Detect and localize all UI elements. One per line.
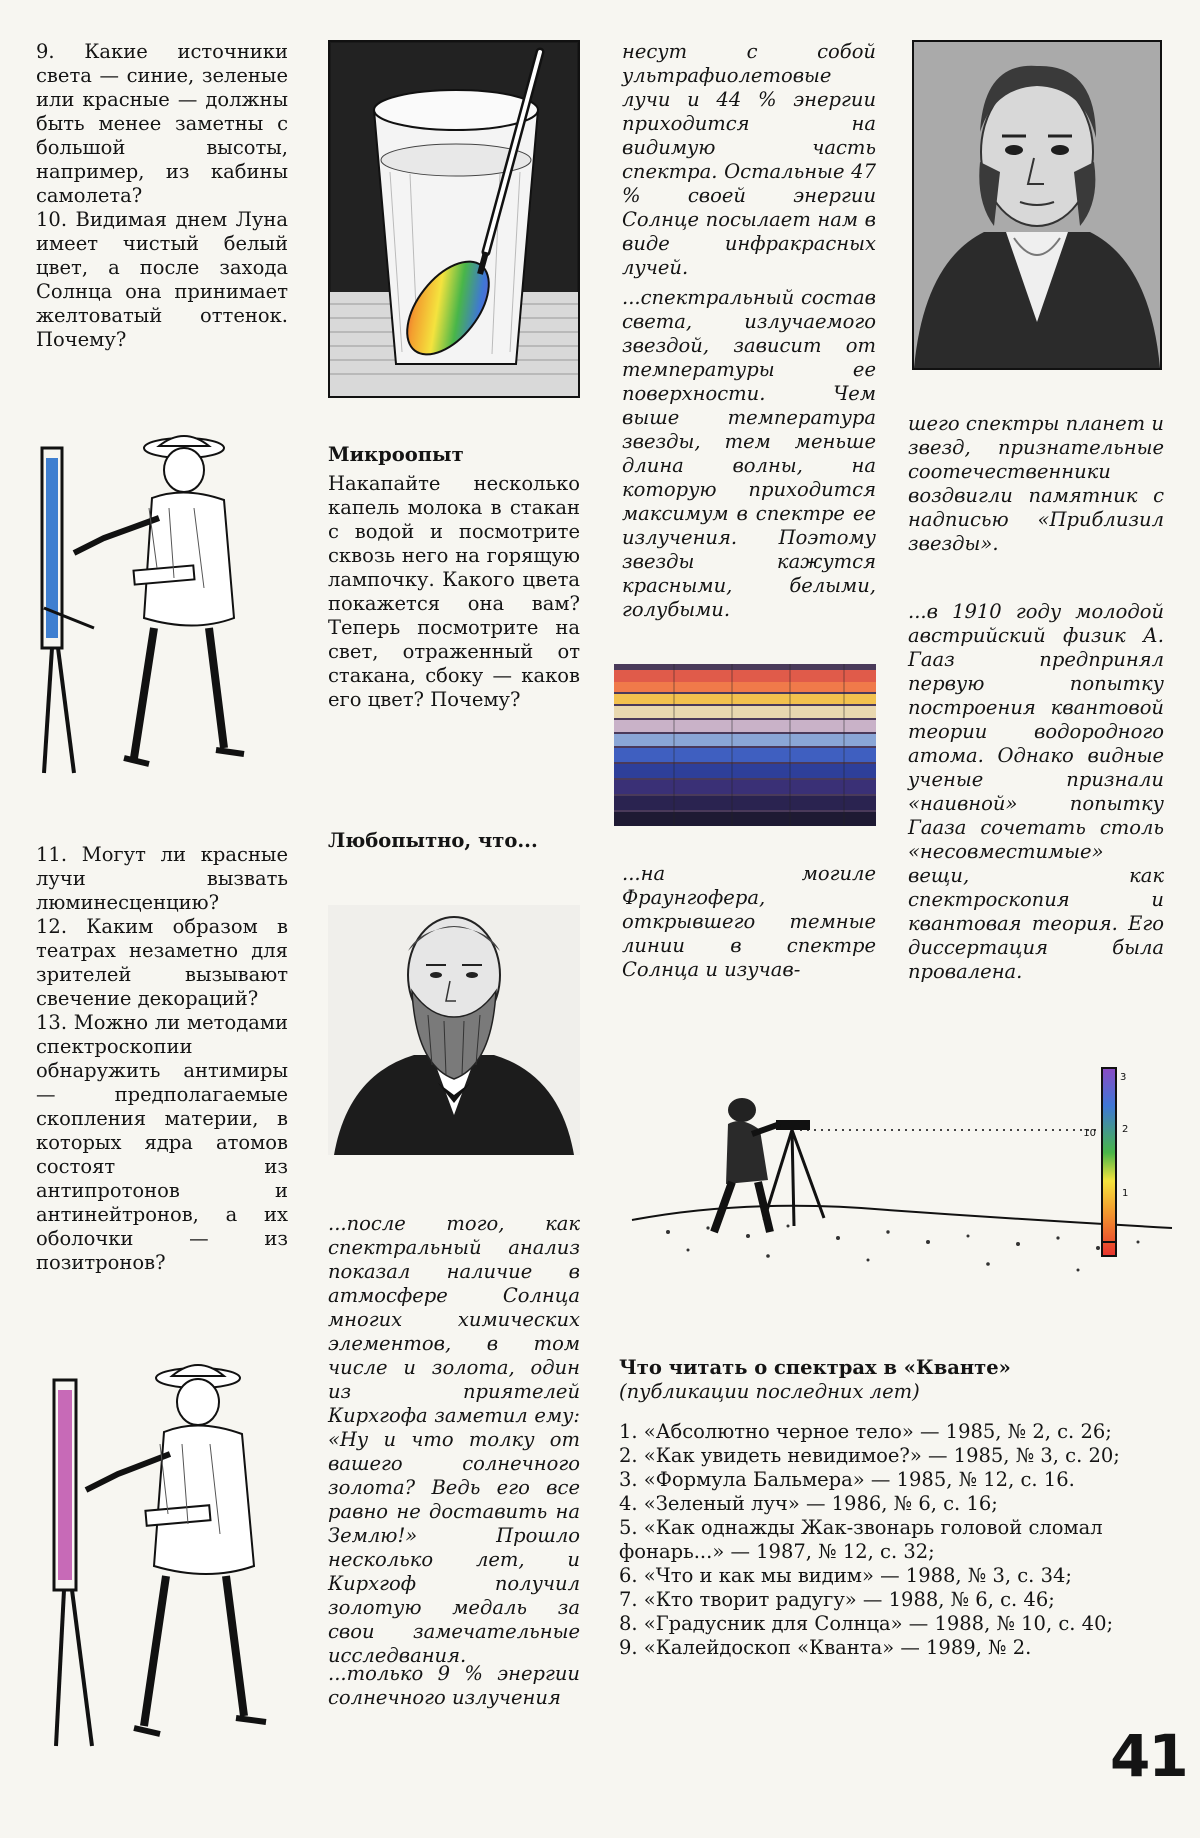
energy-cont-text: несут с собой ультрафиолетовые лучи и 44 % энергии приходится на видимую часть спектра. Остальные 47 % своей энергии Солнце посылает нам в виде инфракрасных лучей.	[622, 40, 876, 279]
painter-illustration-pink	[48, 1356, 288, 1756]
star-spectrum-fact	[622, 286, 876, 622]
fraunhofer-start	[622, 862, 876, 982]
energy-start-text: ...только 9 % энергии солнечного излучения	[328, 1662, 580, 1709]
fraunhofer-portrait	[912, 40, 1162, 370]
reading-item: 2. «Как увидеть невидимое?» — 1985, № 3, с. 20;	[619, 1444, 1120, 1467]
reading-list-title: Что читать о спектрах в «Кванте»	[619, 1356, 1011, 1379]
questions-11-13	[36, 843, 288, 1275]
reading-item: 9. «Калейдоскоп «Кванта» — 1989, № 2.	[619, 1636, 1032, 1659]
painter-illustration-blue	[34, 428, 264, 778]
curious-heading	[328, 829, 580, 853]
kirchhoff-text: ...после того, как спектральный анализ показал наличие в атмосфере Солнца многих химических элементов, в том числе и золота, один из приятелей Кирхгофа заметил ему: «Ну и что толку от вашего солнечного золота? Ведь его все равно не доставить на Землю!» Прошло несколько лет, и Кирхгоф получил золотую медаль за свои замечательные исследвания.	[328, 1212, 580, 1667]
questions-9-10	[36, 40, 288, 352]
question-11: 11. Могут ли красные лучи вызвать люминесценцию?	[36, 843, 288, 914]
reading-item: 6. «Что и как мы видим» — 1988, № 3, с. 34;	[619, 1564, 1072, 1587]
reading-list-subtitle: (публикации последних лет)	[619, 1380, 920, 1403]
rod-label-10: 10	[1083, 1128, 1096, 1139]
fraunhofer-cont-text: шего спектры планет и звезд, признательные соотечественники воздвигли памятник с надписью «Приблизил звезды».	[908, 412, 1164, 555]
rod-label-1: 1	[1122, 1188, 1129, 1199]
energy-start	[328, 1662, 580, 1710]
spectrum-bands-image	[614, 664, 876, 826]
rod-label-3: 3	[1120, 1072, 1127, 1083]
fraunhofer-continued	[908, 412, 1164, 556]
reading-item: 5. «Как однажды Жак-звонарь головой сломал фонарь...» — 1987, № 12, с. 32;	[619, 1516, 1103, 1563]
kirchhoff-anecdote	[328, 1212, 580, 1668]
question-10: 10. Видимая днем Луна имеет чистый белый цвет, а после захода Солнца она принимает желтоватый оттенок. Почему?	[36, 208, 288, 351]
reading-item: 1. «Абсолютно черное тело» — 1985, № 2, с. 26;	[619, 1420, 1112, 1443]
microexperiment-text: Накапайте несколько капель молока в стакан с водой и посмотрите сквозь него на горящую лампочку. Какого цвета покажется она вам? Теперь посмотрите на свет, отраженный от стакана, сбоку — каков его цвет? Почему?	[328, 472, 580, 711]
energy-continued	[622, 40, 876, 280]
glass-spoon-illustration	[328, 40, 580, 398]
haas-text: ...в 1910 году молодой австрийский физик А. Гааз предпринял первую попытку построения квантовой теории водородного атома. Однако видные ученые признали «наивной» попытку Гааза сочетать столь «несовместимые» вещи, как спектроскопия и квантовая теория. Его диссертация была провалена.	[908, 600, 1164, 983]
page-number: 41	[1110, 1722, 1187, 1790]
question-13: 13. Можно ли методами спектроскопии обнаружить антимиры — предполагаемые скопления материи, в которых ядра атомов состоят из антипротонов и антинейтронов, а их оболочки — из позитронов?	[36, 1011, 288, 1274]
surveyor-illustration	[628, 1060, 1176, 1300]
reading-list	[619, 1356, 1167, 1660]
microexperiment-section	[328, 443, 580, 712]
haas-fact	[908, 600, 1164, 984]
reading-item: 7. «Кто творит радугу» — 1988, № 6, с. 46;	[619, 1588, 1055, 1611]
reading-item: 8. «Градусник для Солнца» — 1988, № 10, с. 40;	[619, 1612, 1114, 1635]
microexperiment-title: Микроопыт	[328, 443, 464, 466]
question-12: 12. Каким образом в театрах незаметно для зрителей вызывают свечение декораций?	[36, 915, 288, 1010]
reading-item: 4. «Зеленый луч» — 1986, № 6, с. 16;	[619, 1492, 998, 1515]
kirchhoff-portrait	[328, 905, 580, 1155]
fraunhofer-start-text: ...на могиле Фраунгофера, открывшего темные линии в спектре Солнца и изучав-	[622, 862, 876, 981]
rod-label-2: 2	[1122, 1124, 1129, 1135]
question-9: 9. Какие источники света — синие, зеленые или красные — должны быть менее заметны с большой высоты, например, из кабины самолета?	[36, 40, 288, 207]
curious-title: Любопытно, что...	[328, 829, 538, 852]
star-text: ...спектральный состав света, излучаемого звездой, зависит от температуры ее поверхности. Чем выше температура звезды, тем меньше длина волны, на которую приходится максимум в спектре ее излучения. Поэтому звезды кажутся красными, белыми, голубыми.	[622, 286, 876, 621]
reading-item: 3. «Формула Бальмера» — 1985, № 12, с. 16.	[619, 1468, 1075, 1491]
